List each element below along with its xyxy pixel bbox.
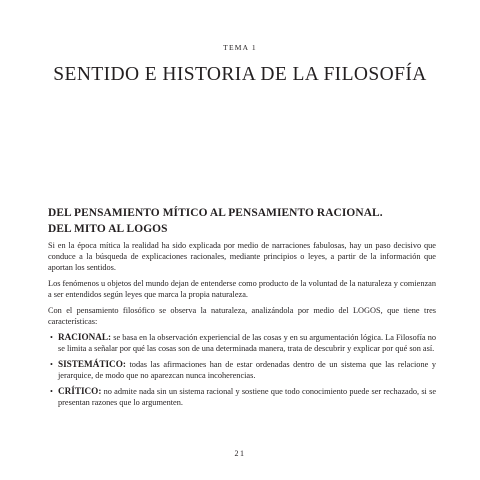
list-item-critico (48, 386, 436, 408)
term-critico: CRÍTICO: (58, 386, 102, 396)
page-number: 21 (234, 449, 246, 458)
section-heading (48, 205, 436, 237)
definition-critico: no admite nada sin un sistema racional y sostiene que todo conocimiento puede ser rechazado, si se presentan razones que lo argumenten. (58, 387, 437, 407)
characteristics-list (48, 332, 436, 408)
term-sistematico: SISTEMÁTICO: (58, 359, 126, 369)
page-title: SENTIDO E HISTORIA DE LA FILOSOFÍA (53, 64, 427, 85)
list-item-racional (48, 332, 436, 354)
list-item-sistematico (48, 359, 436, 381)
term-racional: RACIONAL: (58, 332, 112, 342)
bullet-icon: • (50, 387, 53, 396)
definition-racional: se basa en la observación experiencial de las cosas y en su argumentación lógica. La Filosofía no se limita a señalar por qué las cosas son de una determinada manera, trata de descubrir y explicar por qué son así. (58, 333, 436, 353)
chapter-label: TEMA 1 (223, 43, 257, 52)
bullet-icon: • (50, 360, 53, 369)
paragraph-mythic-to-rational: Si en la época mítica la realidad ha sido explicada por medio de narraciones fabulosas, hay un paso decisivo que conduce a la búsqueda de explicaciones racionales, mediante principios o leyes, a partir de la información que aportan los sentidos. (48, 241, 436, 272)
definition-sistematico: todas las afirmaciones han de estar ordenadas dentro de un sistema que las relacione y jerarquice, de modo que no aparezcan nunca incoherencias. (58, 360, 436, 380)
paragraph-logos-intro: Con el pensamiento filosófico se observa la naturaleza, analizándola por medio del LOGOS, que tiene tres características: (48, 306, 436, 326)
section-content (48, 205, 436, 413)
section-heading-line-2: DEL MITO AL LOGOS (48, 223, 168, 235)
section-heading-line-1: DEL PENSAMIENTO MÍTICO AL PENSAMIENTO RACIONAL. (48, 207, 383, 219)
bullet-icon: • (50, 333, 53, 342)
paragraph-natural-laws: Los fenómenos u objetos del mundo dejan de entenderse como producto de la voluntad de la naturaleza y comienzan a ser entendidos según leyes que marca la propia naturaleza. (48, 279, 436, 299)
